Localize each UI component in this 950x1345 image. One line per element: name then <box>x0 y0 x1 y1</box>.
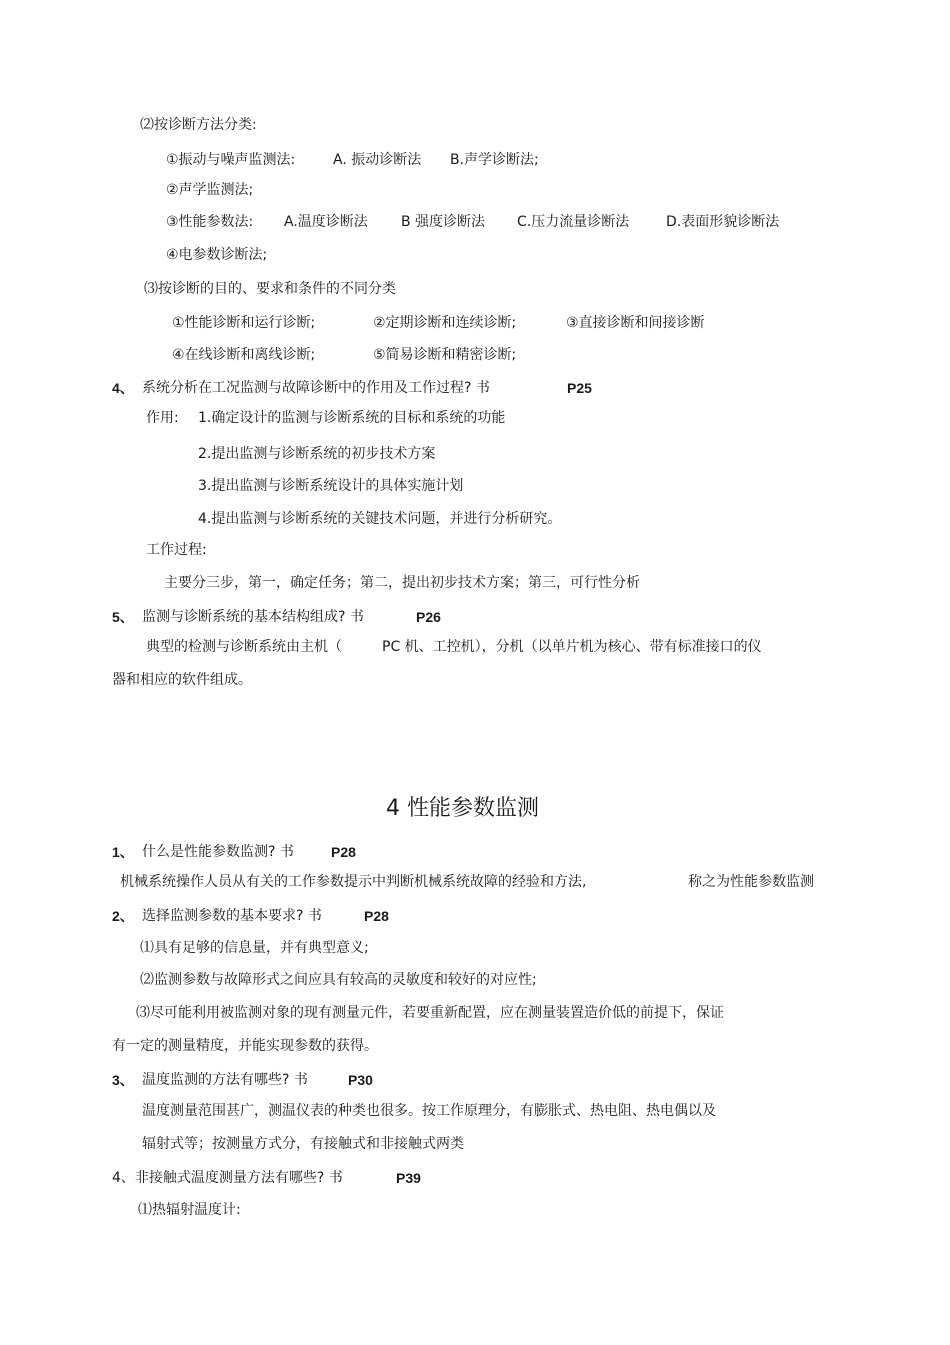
c4-question: 4、非接触式温度测量方法有哪些? 书 <box>112 1170 343 1186</box>
c4-item-1: ⑴热辐射温度计: <box>138 1202 241 1218</box>
q5-question: 监测与诊断系统的基本结构组成? 书 <box>142 609 364 625</box>
c2-number: 2、 <box>112 908 134 924</box>
method-acoustic: ②声学监测法; <box>166 182 254 198</box>
q4-question: 系统分析在工况监测与故障诊断中的作用及工作过程? 书 <box>142 380 490 396</box>
c1-page-ref: P28 <box>331 844 356 860</box>
c2-req-2: ⑵监测参数与故障形式之间应具有较高的灵敏度和较好的对应性; <box>140 972 537 988</box>
q4-role-label: 作用: <box>146 410 179 426</box>
q4-process-label: 工作过程: <box>146 542 207 558</box>
c3-question: 温度监测的方法有哪些? 书 <box>142 1072 308 1088</box>
method-vibration-b: B.声学诊断法; <box>450 152 539 168</box>
c3-number: 3、 <box>112 1072 134 1088</box>
method-performance: ③性能参数法: <box>166 214 254 230</box>
q5-answer-line-2: 器和相应的软件组成。 <box>112 672 252 688</box>
c1-question: 什么是性能参数监测? 书 <box>142 844 294 860</box>
q4-number: 4、 <box>112 380 134 396</box>
c4-page-ref: P39 <box>396 1170 421 1186</box>
purpose-item-2: ②定期诊断和连续诊断; <box>373 315 517 331</box>
method-vibration-a: A. 振动诊断法 <box>333 152 422 168</box>
c2-req-1: ⑴具有足够的信息量，并有典型意义; <box>140 940 369 956</box>
q4-role-1: 1.确定设计的监测与诊断系统的目标和系统的功能 <box>198 410 506 426</box>
q5-number: 5、 <box>112 609 134 625</box>
q4-role-4: 4.提出监测与诊断系统的关键技术问题，并进行分析研究。 <box>198 511 562 527</box>
c3-answer-2: 辐射式等；按测量方式分，有接触式和非接触式两类 <box>142 1136 464 1152</box>
purpose-item-1: ①性能诊断和运行诊断; <box>172 315 316 331</box>
classify-by-method-heading: ⑵按诊断方法分类: <box>140 117 257 133</box>
q4-role-2: 2.提出监测与诊断系统的初步技术方案 <box>198 446 436 462</box>
c2-req-3: ⑶尽可能利用被监测对象的现有测量元件，若要重新配置，应在测量装置造价低的前提下，保证 <box>136 1005 724 1021</box>
method-performance-c: C.压力流量诊断法 <box>517 214 630 230</box>
q5-answer-line-1a: 典型的检测与诊断系统由主机（ <box>146 639 342 655</box>
purpose-item-3: ③直接诊断和间接诊断 <box>566 315 705 331</box>
q5-answer-line-1b: PC 机、工控机），分机（以单片机为核心、带有标准接口的仪 <box>382 639 762 655</box>
q5-page-ref: P26 <box>416 609 441 625</box>
c1-number: 1、 <box>112 844 134 860</box>
c2-req-3-cont: 有一定的测量精度，并能实现参数的获得。 <box>112 1038 378 1054</box>
method-vibration-noise: ①振动与噪声监测法: <box>166 152 296 168</box>
c1-answer-a: 机械系统操作人员从有关的工作参数提示中判断机械系统故障的经验和方法, <box>120 874 587 890</box>
q4-process-text: 主要分三步，第一，确定任务；第二，提出初步技术方案；第三，可行性分析 <box>164 575 640 591</box>
purpose-item-5: ⑤简易诊断和精密诊断; <box>373 347 517 363</box>
c3-page-ref: P30 <box>348 1072 373 1088</box>
c3-answer-1: 温度测量范围甚广，测温仪表的种类也很多。按工作原理分，有膨胀式、热电阻、热电偶以及 <box>142 1103 716 1119</box>
purpose-item-4: ④在线诊断和离线诊断; <box>172 347 316 363</box>
c1-answer-b: 称之为性能参数监测 <box>688 874 814 890</box>
q4-page-ref: P25 <box>567 380 592 396</box>
q4-role-3: 3.提出监测与诊断系统设计的具体实施计划 <box>198 478 464 494</box>
c2-page-ref: P28 <box>364 908 389 924</box>
method-performance-b: B 强度诊断法 <box>401 214 486 230</box>
method-performance-a: A.温度诊断法 <box>284 214 368 230</box>
method-performance-d: D.表面形貌诊断法 <box>666 214 780 230</box>
c2-question: 选择监测参数的基本要求? 书 <box>142 908 322 924</box>
chapter-title: 4 性能参数监测 <box>386 796 539 821</box>
method-electrical: ④电参数诊断法; <box>166 247 268 263</box>
classify-by-purpose-heading: ⑶按诊断的目的、要求和条件的不同分类 <box>144 281 396 297</box>
